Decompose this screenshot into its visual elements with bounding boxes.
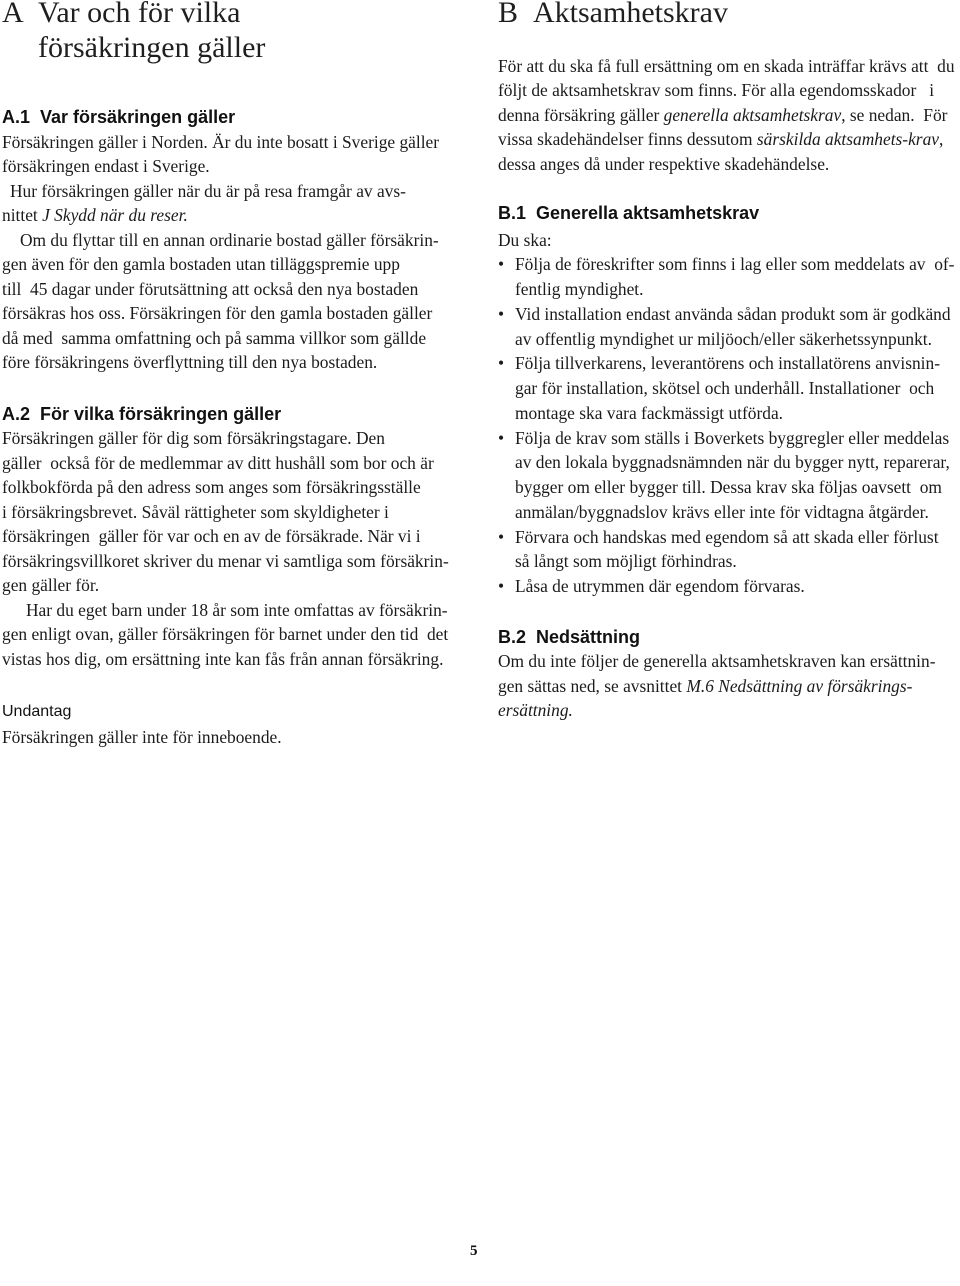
section-a1-line [2, 203, 456, 228]
section-a1-text [2, 130, 456, 375]
bullet-item [498, 525, 960, 575]
section-b1-bullet-list [498, 252, 960, 599]
section-a1-line: gen även för den gamla bostaden utan tilläggspremie upp [2, 254, 400, 275]
section-a-letter: A [2, 0, 24, 30]
text-run: vissa skadehändelser finns dessutom [498, 129, 757, 150]
bullet-item [498, 351, 960, 425]
section-b-letter: B [498, 0, 519, 30]
bullet-line: Vid installation endast använda sådan produkt som är godkänd [515, 303, 951, 324]
section-b1-heading: B.1 Generella aktsamhetskrav [498, 203, 760, 224]
section-reference: J Skydd när du reser. [42, 205, 188, 226]
bullet-line: Följa de föreskrifter som finns i lag eller som meddelats av of- [515, 254, 955, 275]
section-a-title [2, 0, 456, 65]
section-b-title [498, 0, 960, 30]
section-b-title-row [498, 0, 960, 30]
section-reference: M.6 Nedsättning av försäkrings- [686, 675, 913, 696]
emphasis-run: generella aktsamhetskrav [663, 104, 842, 125]
bullet-icon: • [498, 427, 505, 448]
bullet-item [498, 252, 960, 302]
section-a2-line: försäkringsvillkoret skriver du menar vi samtliga som försäkrin- [2, 550, 449, 571]
section-b-intro-line: För att du ska få full ersättning om en skada inträffar krävs att du [498, 55, 955, 76]
section-b2-line: Om du inte följer de generella aktsamhetskraven kan ersättnin- [498, 651, 936, 672]
section-b2-text [498, 649, 960, 723]
bullet-line: av den lokala byggnadsnämnden när du bygger nytt, reparerar, [515, 452, 950, 473]
bullet-item [498, 302, 960, 352]
text-run: , [938, 129, 944, 150]
section-b-intro-line [498, 127, 960, 152]
text-run: gen sättas ned, se avsnittet [498, 675, 687, 696]
bullet-icon: • [498, 254, 505, 275]
section-b-intro [498, 54, 960, 177]
bullet-icon: • [498, 526, 505, 547]
section-a2-line: gen enligt ovan, gäller försäkringen för barnet under den tid det [2, 624, 449, 645]
section-a-title-line-1: Var och för vilka [38, 0, 241, 30]
section-b2-heading: B.2 Nedsättning [498, 626, 641, 647]
exception-heading: Undantag [2, 703, 72, 721]
right-column [498, 0, 960, 723]
bullet-line: bygger om eller bygger till. Dessa krav ska följas oavsett om [515, 477, 942, 498]
section-a1-line: då med samma omfattning och på samma villkor som gällde [2, 327, 427, 348]
bullet-icon: • [498, 303, 505, 324]
bullet-line: Följa de krav som ställs i Boverkets byggregler eller meddelas [515, 427, 950, 448]
section-a2-text [2, 426, 456, 671]
section-b2-line [498, 698, 960, 723]
section-a1-line: försäkras hos oss. Försäkringen för den gamla bostaden gäller [2, 303, 433, 324]
section-a2-line: försäkringen gäller för var och en av de försäkrade. När vi i [2, 526, 421, 547]
bullet-line: montage ska vara fackmässigt utförda. [515, 402, 784, 423]
section-a2-heading: A.2 För vilka försäkringen gäller [2, 403, 282, 424]
section-a1-line: till 45 dagar under förutsättning att också den nya bostaden [2, 278, 419, 299]
section-b-title-text: Aktsamhetskrav [533, 0, 728, 30]
text-run: nittet [2, 205, 43, 226]
bullet-line: anmälan/byggnadslov krävs eller inte för vidtagna åtgärder. [515, 501, 929, 522]
section-a1-line: Försäkringen gäller i Norden. Är du inte bosatt i Sverige gäller [2, 131, 440, 152]
section-a2-line: folkbokförda på den adress som anges som försäkringsställe [2, 477, 421, 498]
bullet-line: Förvara och handskas med egendom så att skada eller förlust [515, 526, 939, 547]
section-a1-line: Om du flyttar till en annan ordinarie bostad gäller försäkrin- [20, 229, 439, 250]
section-a1-line: försäkringen endast i Sverige. [2, 156, 210, 177]
bullet-icon: • [498, 353, 505, 374]
bullet-item [498, 574, 960, 599]
text-run: , se nedan. För [841, 104, 948, 125]
section-b2-line [498, 674, 960, 699]
section-reference: ersättning. [498, 700, 573, 721]
bullet-line: av offentlig myndighet ur miljöoch/eller säkerhetssynpunkt. [515, 328, 932, 349]
section-b-intro-line [498, 103, 960, 128]
section-a2-line: i försäkringsbrevet. Såväl rättigheter som skyldigheter i [2, 501, 389, 522]
bullet-icon: • [498, 576, 505, 597]
bullet-line: fentlig myndighet. [515, 279, 644, 300]
section-b-intro-line: dessa anges då under respektive skadehändelse. [498, 153, 830, 174]
bullet-line: Följa tillverkarens, leverantörens och installatörens anvisnin- [515, 353, 940, 374]
bullet-item [498, 426, 960, 525]
section-b-intro-line: följt de aktsamhetskrav som finns. För alla egendomsskador i [498, 80, 935, 101]
bullet-line: så långt som möjligt förhindras. [515, 551, 737, 572]
section-a1-line: Hur försäkringen gäller när du är på resa framgår av avs- [10, 180, 406, 201]
section-a-title-row-1 [2, 0, 456, 30]
bullet-line: gar för installation, skötsel och underhåll. Installationer och [515, 378, 935, 399]
emphasis-run: särskilda aktsamhets-krav [756, 129, 939, 150]
section-a2-line: Har du eget barn under 18 år som inte omfattas av försäkrin- [26, 599, 448, 620]
text-run: denna försäkring gäller [498, 104, 664, 125]
bullet-line: Låsa de utrymmen där egendom förvaras. [515, 576, 805, 597]
section-a2-line: gen gäller för. [2, 575, 100, 596]
left-column [2, 0, 456, 749]
page-number: 5 [470, 1243, 478, 1259]
section-b1-lead: Du ska: [498, 229, 552, 250]
section-a-title-row-2 [2, 30, 456, 65]
section-a1-heading: A.1 Var försäkringen gäller [2, 107, 236, 128]
section-a2-line: Försäkringen gäller för dig som försäkringstagare. Den [2, 428, 385, 449]
section-a-title-line-2: försäkringen gäller [38, 31, 266, 65]
section-a1-line: före försäkringens överflyttning till den nya bostaden. [2, 352, 378, 373]
section-a2-line: vistas hos dig, om ersättning inte kan fås från annan försäkring. [2, 648, 444, 669]
exception-text: Försäkringen gäller inte för inneboende. [2, 726, 282, 747]
section-a2-line: gäller också för de medlemmar av ditt hushåll som bor och är [2, 452, 434, 473]
